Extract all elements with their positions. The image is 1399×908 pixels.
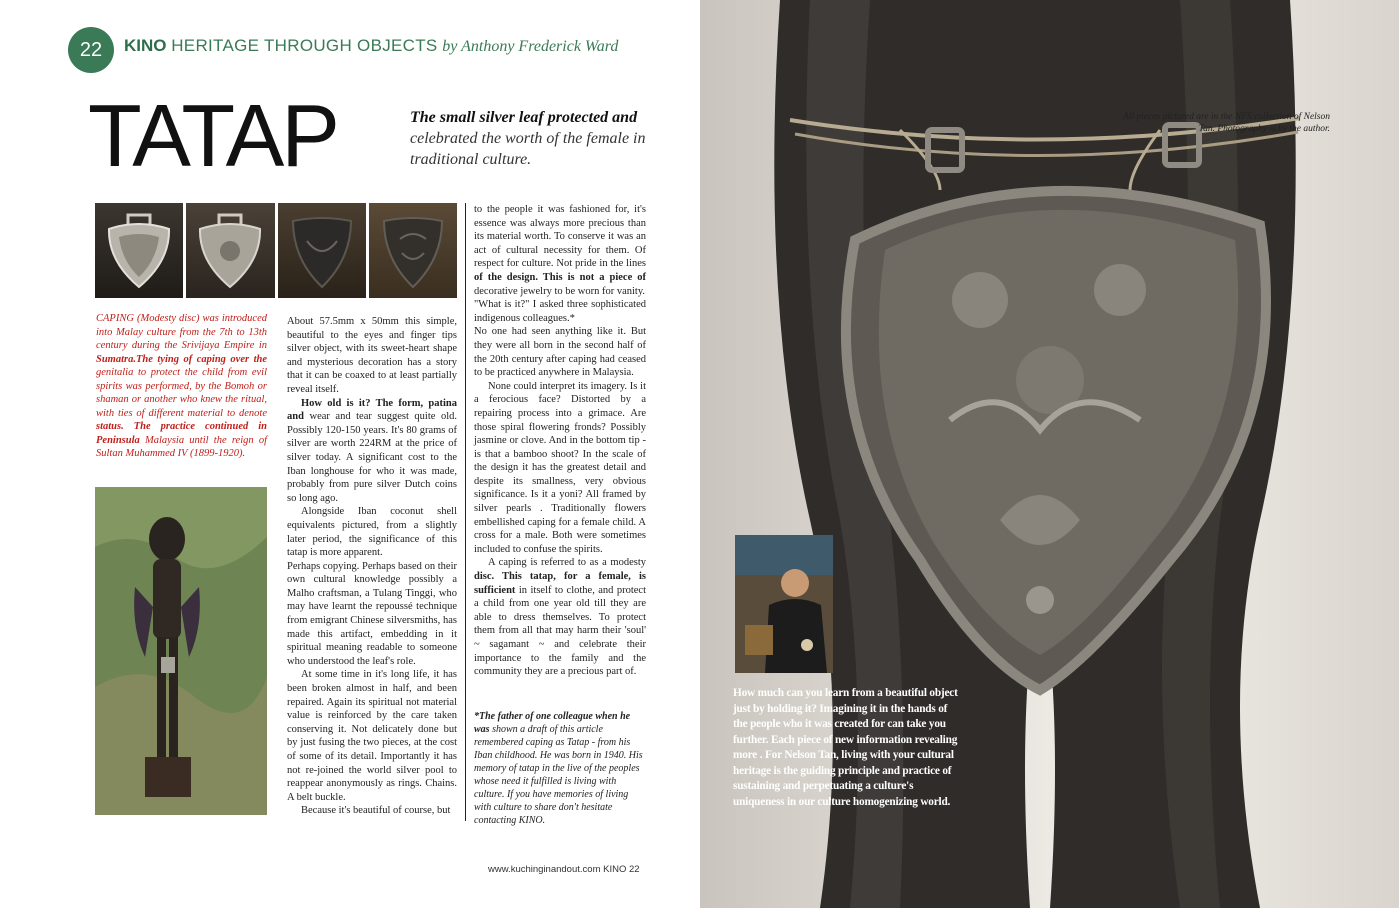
coconut-shell-icon-2 <box>378 211 448 291</box>
body-paragraph: "What is it?" I asked three sophisticated indigenous colleagues.* <box>474 299 646 324</box>
right-page <box>700 0 1399 908</box>
nelson-tan-portrait <box>735 535 833 673</box>
caption-text-3: Malaysia until the reign of Sultan Muhammed IV (1899-1920). <box>96 434 267 459</box>
page-header <box>124 36 618 56</box>
thumbnail-silver-back <box>186 203 274 298</box>
body-text: in itself to clothe, and protect a child from one year old till they are able to dress themselves. To protect them from all that may harm their 'soul' ~ sagamant ~ and celebrate their importance to the family and the community they are a precious part of. <box>474 584 647 678</box>
body-paragraph <box>474 556 646 678</box>
article-title: TATAP <box>88 86 337 185</box>
body-text: to the people it was fashioned for, it's essence was always more precious than its material worth. To conserve it was an act of cultural necessity for them. Of respect for culture. Not pride in the lines <box>474 204 646 270</box>
portrait-caption: How much can you learn from a beautiful object just by holding it? Imagining it in the hands of the people who it was created for can take you further. Each piece of new information revealing more . For Nelson Tan, living with your cultural heritage is the guiding principle and practice of sustaining and perpetuating a culture's uniqueness in our culture homogenizing world. <box>733 687 958 808</box>
thumbnail-coconut-2 <box>369 203 457 298</box>
body-paragraph <box>474 203 646 298</box>
byline: by Anthony Frederick Ward <box>442 38 619 55</box>
page-footer: www.kuchinginandout.com KINO 22 <box>488 864 640 875</box>
body-paragraph: No one had seen anything like it. But they were all born in the second half of the 20th century after caping had ceased to be practiced anywhere in Malaysia. <box>474 326 646 379</box>
body-paragraph: Perhaps copying. Perhaps based on their own cultural knowledge possibly a Malho craftsman, a Tulang Tinggi, who may have learnt the repoussé technique from emigrant Chinese silversmiths, has made this artifact, embedding in it spiritual meaning readable to someone who understood the leaf's role. <box>287 560 457 667</box>
body-paragraph: Because it's beautiful of course, but <box>301 805 451 817</box>
column-divider <box>465 203 466 821</box>
standfirst-rest: celebrated the worth of the female in traditional culture. <box>410 130 646 168</box>
body-bold: of the design. This is not a piece of <box>474 271 646 283</box>
body-text: decorative jewelry to be worn for vanity. <box>474 285 646 297</box>
footnote-bold: *The father of one colleague when he was <box>474 711 631 735</box>
body-bold: How old is it? The form, patina and <box>287 397 457 423</box>
body-paragraph: Alongside Iban coconut shell equivalents pictured, from a slightly later period, the significance of this tatap is more apparent. <box>287 506 457 559</box>
footnote <box>474 710 646 827</box>
standfirst <box>410 107 650 170</box>
caping-caption <box>96 312 267 461</box>
section-title: HERITAGE THROUGH OBJECTS <box>171 36 438 55</box>
body-column-middle <box>287 315 457 818</box>
body-paragraph: At some time in it's long life, it has been broken almost in half, and been repaired. Again its spiritual not material value is reinforced by the care taken conserving it. Not delicately done but by just fusing the two pieces, at the cost of some of its detail. Importantly it has not re-joined the world silver pool to reappear anonymously as rings. Chains. A belt buckle. <box>287 669 457 803</box>
body-paragraph <box>287 397 457 506</box>
magazine-name: KINO <box>124 36 167 55</box>
wooden-statue-image <box>95 487 267 815</box>
caption-text-1: CAPING (Modesty disc) was introduced into Malay culture from the 7th to 13th century during the Srivijaya Empire in <box>96 313 267 351</box>
body-text: wear and tear suggest quite old. Possibly 120-150 years. It's 80 grams of silver are worth 224RM at the price of silver today. A significant cost to the Iban longhouse for who it was made, probably from pure silver Dutch coins so long ago. <box>287 411 457 504</box>
page-number-badge <box>68 27 114 73</box>
statue-photo <box>95 487 267 815</box>
coconut-shell-icon <box>287 211 357 291</box>
standfirst-bold: The small silver leaf protected and <box>410 109 638 126</box>
thumbnail-silver-front <box>95 203 183 298</box>
footnote-text: shown a draft of this article remembered caping as Tatap - from his Iban childhood. He was born in 1940. His memory of tatap in the live of the peoples whose need it fulfilled is living with culture. If you have memories of living with culture to share don't hesitate contacting KINO. <box>474 724 643 826</box>
caption-bold-1: Sumatra.The tying of caping over the <box>96 353 267 365</box>
body-paragraph: About 57.5mm x 50mm this simple, beautiful to the eyes and finger tips silver object, with its sweet-heart shape and mysterious decoration has a story that it can be coaxed to at least partially reveal itself. <box>287 316 457 395</box>
silver-pendant-icon <box>104 211 174 291</box>
portrait-photo <box>735 535 833 673</box>
silver-pendant-back-icon <box>195 211 265 291</box>
body-bold: disc. This tatap, for a female, is sufficient <box>474 571 646 596</box>
body-column-right <box>474 203 646 679</box>
thumbnail-coconut-1 <box>278 203 366 298</box>
body-paragraph: None could interpret its imagery. Is it a ferocious face? Distorted by a repairing process into a grimace. Are those spiral flowering fronds? Possibly jasmine or clove. And in the bottom tip - is that a bamboo shoot? In the scale of the design it has the greatest detail and despite its smallness, very obvious significance. Is it a yoni? All framed by silver pearls . Traditionally flowers embellished caping for a female child. A cross for a male. Both were sometimes included to confuse the spirits. <box>474 380 646 555</box>
caption-bold-2: status. The practice continued in Peninsula <box>96 421 267 446</box>
caption-text-2: genitalia to protect the child from evil spirits was performed, by the Bomoh or shaman or another who knew the ritual, with ties of different material to denote <box>96 367 267 419</box>
body-text: A caping is referred to as a modesty <box>488 557 646 569</box>
page-number: 22 <box>79 38 103 61</box>
photo-credit: All pieces pictured are in the NFS collection of Nelson Tan. Photography is by the author. <box>1123 112 1330 134</box>
pendant-thumbnails <box>95 203 457 298</box>
